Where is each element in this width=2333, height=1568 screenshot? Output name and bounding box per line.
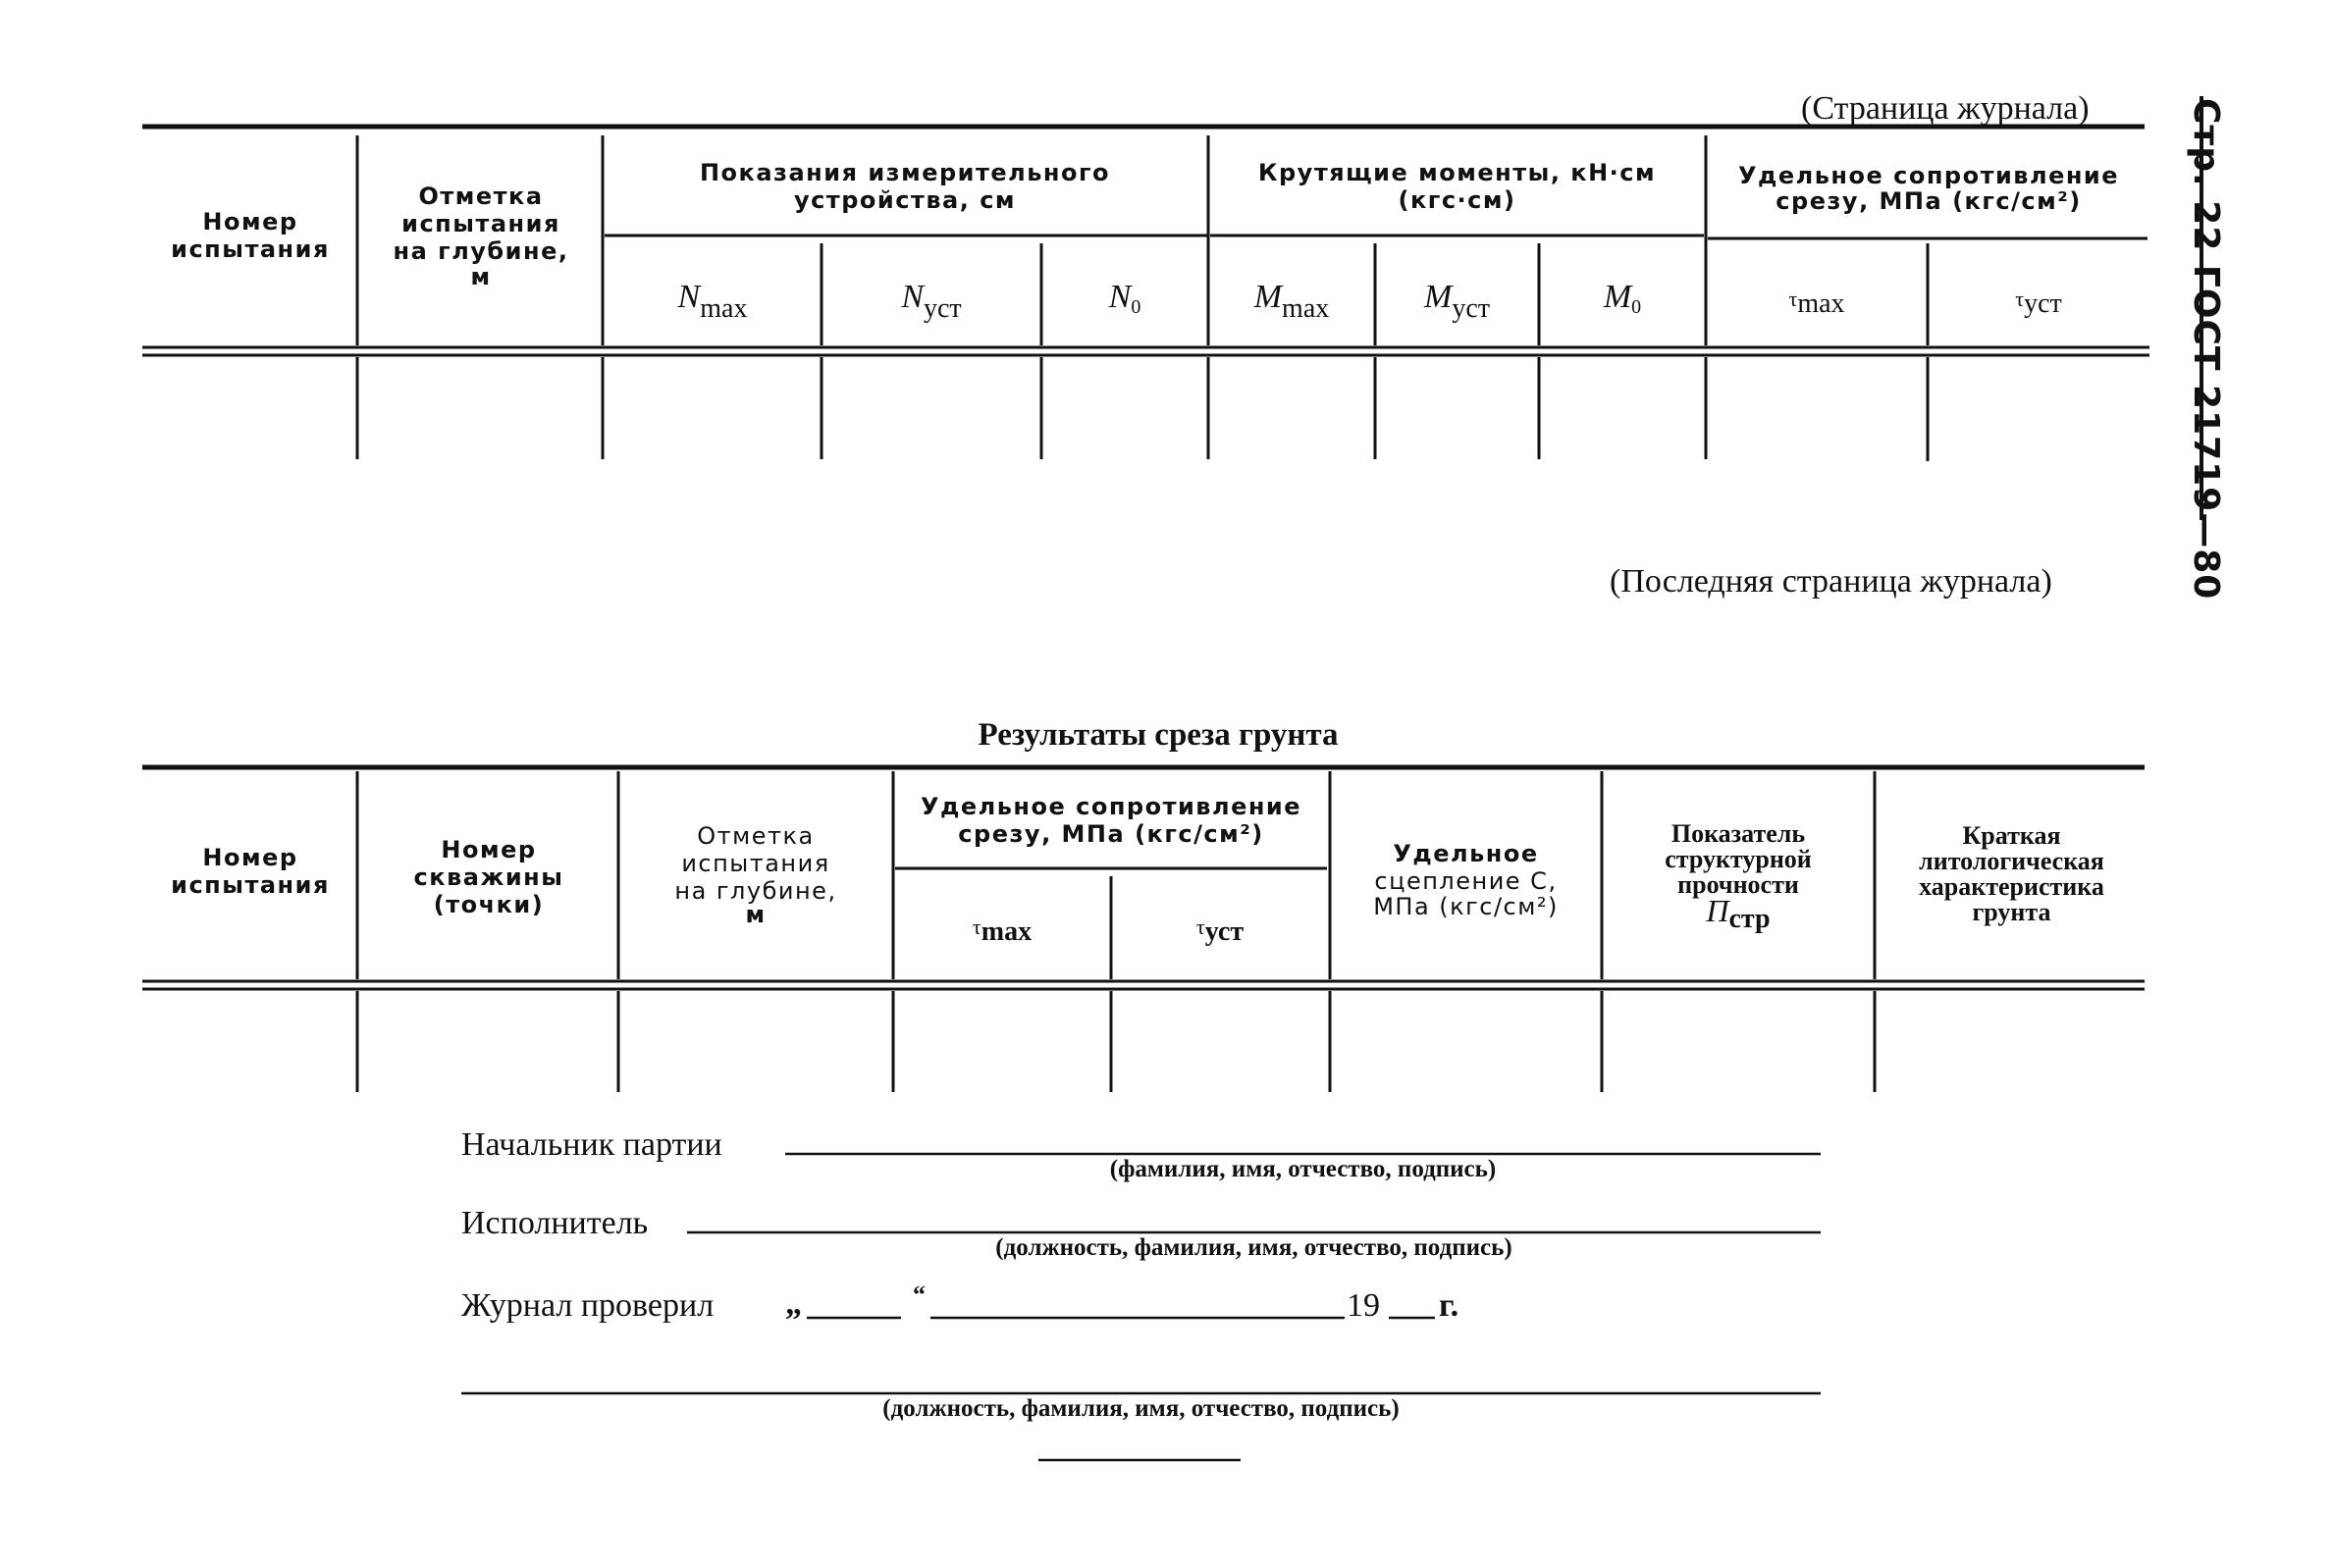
executor-hint: (должность, фамилия, имя, отчество, подпись) [995, 1234, 1512, 1261]
checked-hint: (должность, фамилия, имя, отчество, подпись) [882, 1395, 1400, 1422]
t2-col-strength-l1: Показатель [1670, 819, 1806, 848]
t1-col-depth-l4: м [470, 263, 492, 290]
t2-col-depth-l3: на глубине, [674, 877, 837, 905]
t2-col-well-l2: скважины [413, 863, 564, 891]
t2-col-lith-l3: характеристика [1919, 872, 2104, 901]
t1-group-torque-l1: Крутящие моменты, кН·см [1257, 159, 1657, 186]
t1-group-readings-l1: Показания измерительного [699, 159, 1111, 186]
t1-col-depth-l1: Отметка [418, 183, 544, 210]
t2-col-depth-l4: м [745, 901, 767, 928]
t2-col-number-l2: испытания [171, 871, 330, 899]
checked-label: Журнал проверил [461, 1287, 715, 1324]
t2-col-lith-l1: Краткая [1962, 821, 2061, 850]
t2-group-resistance-l2: срезу, МПа (кгс/см²) [958, 820, 1264, 848]
t1-tmax: $^\tau$max [1788, 287, 1845, 319]
t2-title: Результаты среза грунта [978, 717, 1339, 753]
t1-col-depth-l2: испытания [401, 210, 560, 237]
t1-group-torque-l2: (кгс·см) [1398, 186, 1516, 214]
t1-must: $M_{уст}$ [1424, 279, 1490, 324]
t1-nust: $N_{уст}$ [901, 279, 962, 324]
t1-group-resistance-l2: срезу, МПа (кгс/см²) [1776, 187, 2082, 215]
t2-col-cohesion-l2: сцепление С, [1374, 867, 1558, 895]
t2-col-well-l3: (точки) [433, 891, 545, 918]
t1-nmax: $N_{max}$ [677, 279, 748, 324]
side-header: Стр. 22 ГОСТ 21719—80 [2186, 98, 2226, 601]
t2-col-strength-symbol: Пстр [1706, 893, 1771, 934]
t2-col-cohesion-l3: МПа (кгс/см²) [1373, 893, 1559, 920]
t2-tust: $^\tau$уст [1195, 915, 1245, 947]
t2-col-lith-l2: литологическая [1919, 847, 2104, 875]
t1-group-resistance-l1: Удельное сопротивление [1737, 162, 2120, 189]
year-suffix: г. [1439, 1287, 1459, 1324]
t1-mmax: $M_{max}$ [1253, 279, 1330, 324]
t2-col-lith-l4: грунта [1972, 898, 2051, 926]
last-page-caption: (Последняя страница журнала) [1610, 563, 2052, 600]
t2-col-strength-l2: структурной [1665, 845, 1812, 873]
quote-close: “ [913, 1281, 926, 1309]
quote-open: „ [785, 1285, 802, 1322]
journal-page-caption: (Страница журнала) [1801, 90, 2090, 127]
chief-hint: (фамилия, имя, отчество, подпись) [1109, 1156, 1497, 1182]
chief-label: Начальник партии [461, 1126, 722, 1163]
t1-n0: N0 [1108, 279, 1141, 318]
t2-col-depth-l2: испытания [681, 850, 830, 877]
t2-col-number-l1: Номер [202, 844, 298, 871]
t1-col-depth-l3: на глубине, [393, 237, 569, 265]
year-prefix: 19 [1347, 1287, 1380, 1324]
t2-col-depth-l1: Отметка [697, 822, 815, 850]
t1-tust: $^\tau$уст [2015, 287, 2062, 319]
executor-label: Исполнитель [461, 1205, 649, 1241]
t2-col-well-l1: Номер [441, 836, 537, 863]
t2-group-resistance-l1: Удельное сопротивление [920, 793, 1302, 820]
t1-m0: M0 [1603, 279, 1642, 318]
t1-group-readings-l2: устройства, см [793, 186, 1017, 214]
t2-col-cohesion-l1: Удельное [1393, 840, 1539, 867]
t2-col-strength-l3: прочности [1677, 870, 1799, 899]
t1-col-number-l2: испытания [171, 235, 330, 263]
t1-col-number-l1: Номер [202, 208, 298, 235]
t2-tmax: $^\tau$max [972, 915, 1033, 947]
